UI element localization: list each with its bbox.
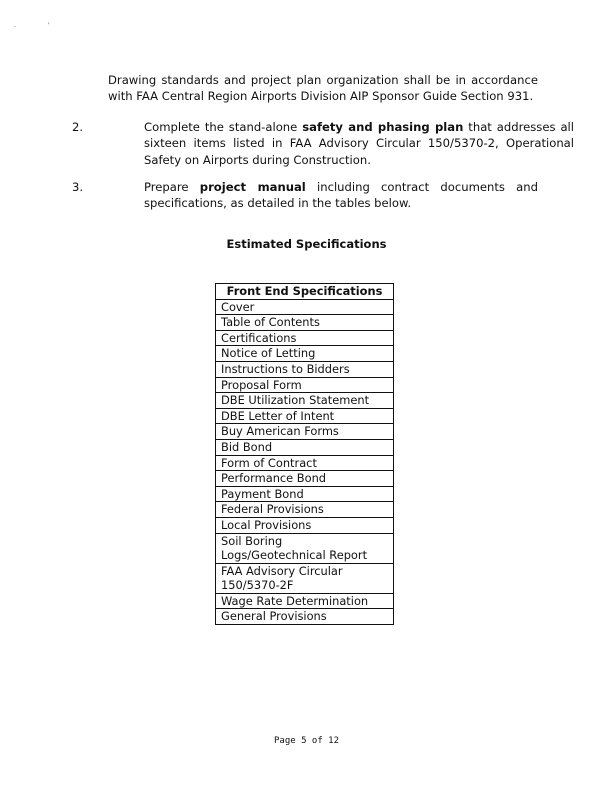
table-row xyxy=(216,517,394,533)
table-row xyxy=(216,377,394,393)
table-row xyxy=(216,299,394,315)
text: that addresses all sixteen items listed in FAA Advisory Circular 150/5370-2, Operational Safety on Airports during Construction. xyxy=(144,120,574,167)
page-number: Page 5 of 12 xyxy=(273,736,340,746)
table-cell: Notice of Letting xyxy=(216,346,394,362)
table-cell: Instructions to Bidders xyxy=(216,361,394,377)
table-cell: Bid Bond xyxy=(216,439,394,455)
table-row xyxy=(216,346,394,362)
scan-speck: ' xyxy=(48,22,50,29)
table-row xyxy=(216,330,394,346)
table-row xyxy=(216,486,394,502)
table-cell: Payment Bond xyxy=(216,486,394,502)
text: including contract documents and specifications, as detailed in the tables below. xyxy=(144,180,538,211)
table-cell: Certifications xyxy=(216,330,394,346)
table-cell: Buy American Forms xyxy=(216,424,394,440)
table-cell: Table of Contents xyxy=(216,315,394,331)
table-cell: Wage Rate Determination xyxy=(216,593,394,609)
table-cell: Proposal Form xyxy=(216,377,394,393)
item-number: 3. xyxy=(72,180,84,194)
table-row xyxy=(216,563,394,593)
specifications-table xyxy=(215,283,394,625)
table-row xyxy=(216,439,394,455)
table-row xyxy=(216,533,394,563)
table-row xyxy=(216,471,394,487)
table-cell: Form of Contract xyxy=(216,455,394,471)
table-cell: FAA Advisory Circular 150/5370-2F xyxy=(216,563,394,593)
table-row xyxy=(216,455,394,471)
table-cell: Federal Provisions xyxy=(216,502,394,518)
table-cell: Local Provisions xyxy=(216,517,394,533)
table-cell: Soil Boring Logs/Geotechnical Report xyxy=(216,533,394,563)
table-cell: Performance Bond xyxy=(216,471,394,487)
table-cell: DBE Letter of Intent xyxy=(216,408,394,424)
table-header: Front End Specifications xyxy=(216,284,394,300)
table-row xyxy=(216,315,394,331)
table-row xyxy=(216,502,394,518)
paragraph-drawing-standards: Drawing standards and project plan organization shall be in accordance with FAA Central Region Airports Division AIP Sponsor Guide Section 931. xyxy=(108,73,538,104)
bold-text: project manual xyxy=(199,180,306,194)
text: Complete the stand-alone xyxy=(144,120,303,134)
table-row xyxy=(216,361,394,377)
table-cell: Cover xyxy=(216,299,394,315)
table-row xyxy=(216,593,394,609)
paragraph-safety-plan xyxy=(72,119,574,168)
section-heading: Estimated Specifications xyxy=(226,237,387,251)
table-cell: DBE Utilization Statement xyxy=(216,393,394,409)
scan-speck: . xyxy=(14,22,16,29)
item-number: 2. xyxy=(72,120,84,134)
table-row xyxy=(216,609,394,625)
bold-text: safety and phasing plan xyxy=(302,120,464,134)
table-cell: General Provisions xyxy=(216,609,394,625)
table-row xyxy=(216,393,394,409)
paragraph-project-manual xyxy=(72,179,538,212)
text: Prepare xyxy=(144,180,200,194)
table-row xyxy=(216,424,394,440)
table-row xyxy=(216,408,394,424)
